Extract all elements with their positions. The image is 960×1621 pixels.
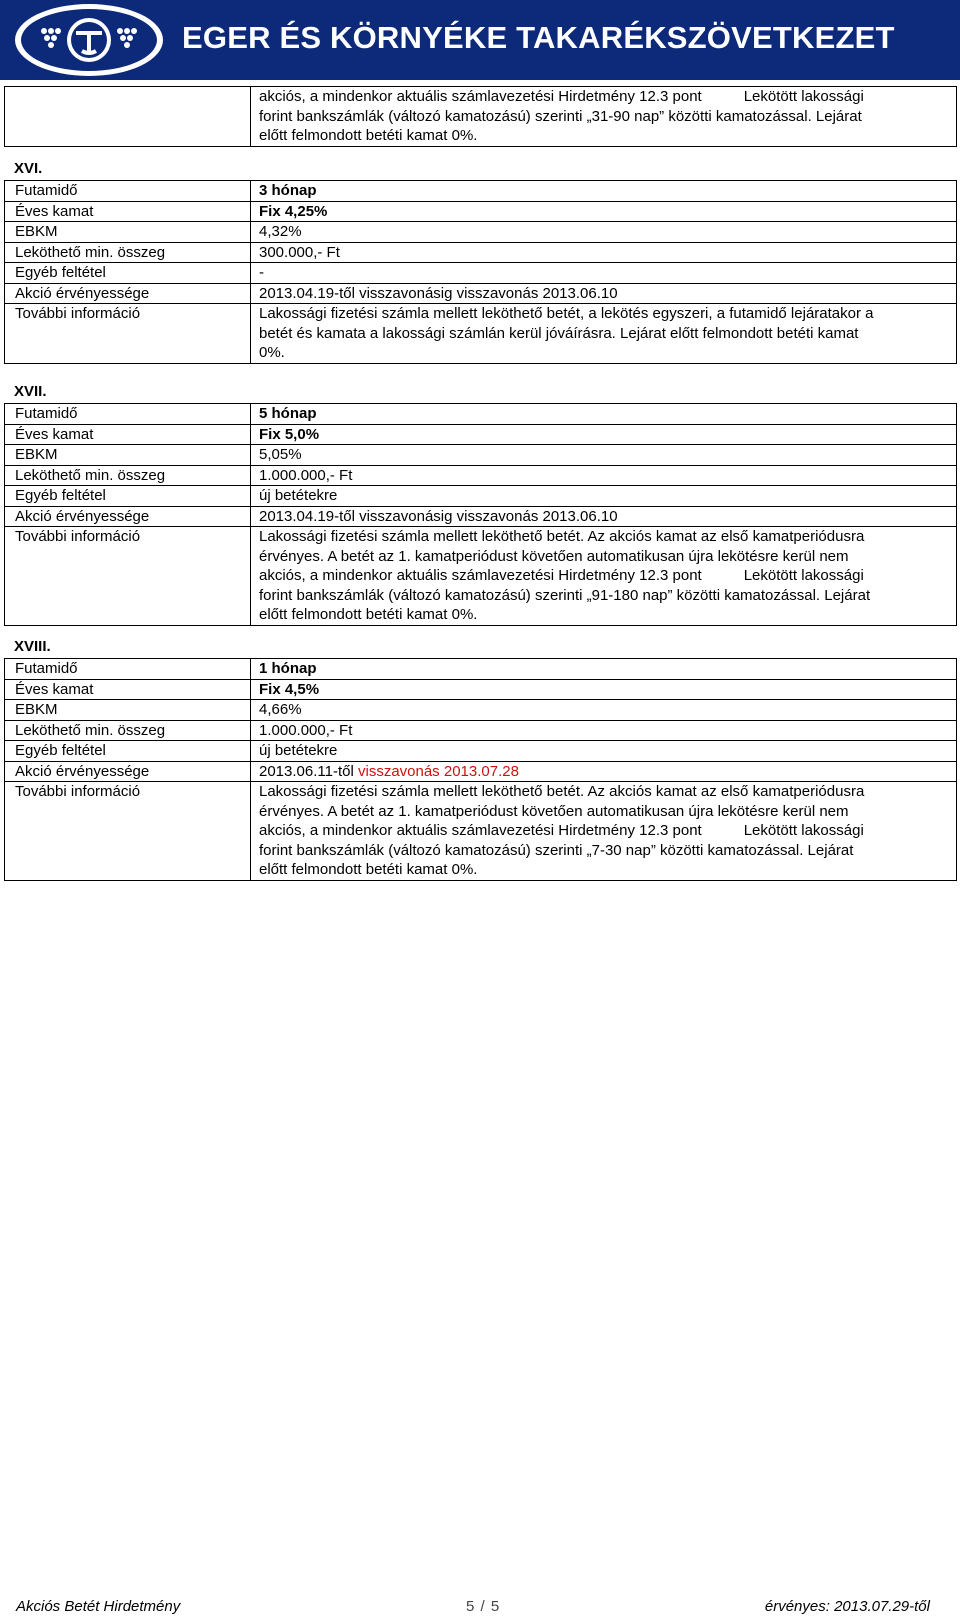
label-min-osszeg: Leköthető min. összeg (5, 465, 251, 486)
label-futamido: Futamidő (5, 181, 251, 202)
value-ebkm: 4,66% (251, 700, 957, 721)
value-egyeb: új betétekre (251, 741, 957, 762)
value-futamido: 5 hónap (251, 404, 957, 425)
text-line: akciós, a mindenkor aktuális számlavezetési Hirdetmény 12.3 pont (259, 88, 702, 105)
section-numeral: XVI. (14, 160, 43, 177)
section-numeral: XVIII. (14, 638, 51, 655)
text-line: forint bankszámlák (változó kamatozású) szerinti „7-30 nap” közötti kamatozással. Lejárat (259, 841, 854, 859)
value-ebkm: 5,05% (251, 445, 957, 466)
empty-label-cell (5, 87, 251, 147)
deposit-table-xvii (4, 403, 957, 626)
label-min-osszeg: Leköthető min. összeg (5, 242, 251, 263)
footer-validity: érvényes: 2013.07.29-től (764, 1598, 930, 1615)
label-akcio: Akció érvényessége (5, 761, 251, 782)
footer-title: Akciós Betét Hirdetmény (16, 1598, 181, 1615)
text-line: Lekötött lakossági (743, 822, 864, 839)
label-info: További információ (5, 304, 251, 364)
value-akcio (251, 761, 957, 782)
label-akcio: Akció érvényessége (5, 283, 251, 304)
label-ebkm: EBKM (5, 445, 251, 466)
value-min-osszeg: 1.000.000,- Ft (251, 465, 957, 486)
label-ebkm: EBKM (5, 222, 251, 243)
header-title: EGER ÉS KÖRNYÉKE TAKARÉKSZÖVETKEZET (182, 20, 895, 55)
text-line: Lekötött lakossági (743, 567, 864, 584)
label-ebkm: EBKM (5, 700, 251, 721)
text-line: betét és kamata a lakossági számlán kerül jóváírásra. Lejárat előtt felmondott betéti kamat (259, 324, 859, 342)
value-eves-kamat: Fix 5,0% (251, 424, 957, 445)
deposit-table-xviii (4, 658, 957, 881)
text-line: érvényes. A betét az 1. kamatperiódust követően automatikusan újra lekötésre kerül nem (259, 802, 849, 820)
value-eves-kamat: Fix 4,25% (251, 201, 957, 222)
akcio-start: 2013.06.11-től (259, 762, 354, 780)
text-line: Lakossági fizetési számla mellett leköthető betét. Az akciós kamat az első kamatperiódusra (259, 783, 865, 800)
value-akcio: 2013.04.19-től visszavonásig visszavonás 2013.06.10 (251, 506, 957, 527)
value-futamido: 1 hónap (251, 659, 957, 680)
value-egyeb: - (251, 263, 957, 284)
text-line: Lakossági fizetési számla mellett leköthető betét. Az akciós kamat az első kamatperiódusra (259, 528, 865, 545)
value-eves-kamat: Fix 4,5% (251, 679, 957, 700)
page-number: 5 / 5 (466, 1598, 501, 1615)
value-futamido: 3 hónap (251, 181, 957, 202)
label-egyeb: Egyéb feltétel (5, 263, 251, 284)
text-line: érvényes. A betét az 1. kamatperiódust követően automatikusan újra lekötésre kerül nem (259, 547, 849, 565)
value-info (251, 782, 957, 881)
value-min-osszeg: 300.000,- Ft (251, 242, 957, 263)
label-egyeb: Egyéb feltétel (5, 486, 251, 507)
text-line: előtt felmondott betéti kamat 0%. (259, 127, 478, 144)
label-futamido: Futamidő (5, 659, 251, 680)
continuation-text (251, 87, 957, 147)
text-line: akciós, a mindenkor aktuális számlavezetési Hirdetmény 12.3 pont (259, 567, 702, 584)
label-eves-kamat: Éves kamat (5, 424, 251, 445)
text-line: Lakossági fizetési számla mellett leköthető betét, a lekötés egyszeri, a futamidő lejáratakor a (259, 305, 874, 322)
label-min-osszeg: Leköthető min. összeg (5, 720, 251, 741)
akcio-end-highlight: visszavonás 2013.07.28 (357, 762, 519, 780)
text-line: 0%. (259, 344, 285, 361)
text-line: akciós, a mindenkor aktuális számlavezetési Hirdetmény 12.3 pont (259, 822, 702, 839)
value-info (251, 527, 957, 626)
takarek-logo-icon (14, 3, 164, 77)
value-min-osszeg: 1.000.000,- Ft (251, 720, 957, 741)
label-futamido: Futamidő (5, 404, 251, 425)
deposit-table-xvi (4, 180, 957, 364)
text-line: forint bankszámlák (változó kamatozású) szerinti „91-180 nap” közötti kamatozással. Lejárat (259, 586, 871, 604)
continuation-table (4, 86, 957, 147)
label-eves-kamat: Éves kamat (5, 679, 251, 700)
text-line: előtt felmondott betéti kamat 0%. (259, 861, 478, 878)
label-akcio: Akció érvényessége (5, 506, 251, 527)
label-egyeb: Egyéb feltétel (5, 741, 251, 762)
text-line: Lekötött lakossági (743, 88, 864, 105)
value-ebkm: 4,32% (251, 222, 957, 243)
section-numeral: XVII. (14, 383, 47, 400)
value-akcio: 2013.04.19-től visszavonásig visszavonás 2013.06.10 (251, 283, 957, 304)
text-line: forint bankszámlák (változó kamatozású) szerinti „31-90 nap” közötti kamatozással. Lejárat (259, 107, 862, 125)
label-info: További információ (5, 527, 251, 626)
value-egyeb: új betétekre (251, 486, 957, 507)
text-line: előtt felmondott betéti kamat 0%. (259, 606, 478, 623)
header-banner (0, 0, 960, 80)
value-info (251, 304, 957, 364)
label-eves-kamat: Éves kamat (5, 201, 251, 222)
label-info: További információ (5, 782, 251, 881)
